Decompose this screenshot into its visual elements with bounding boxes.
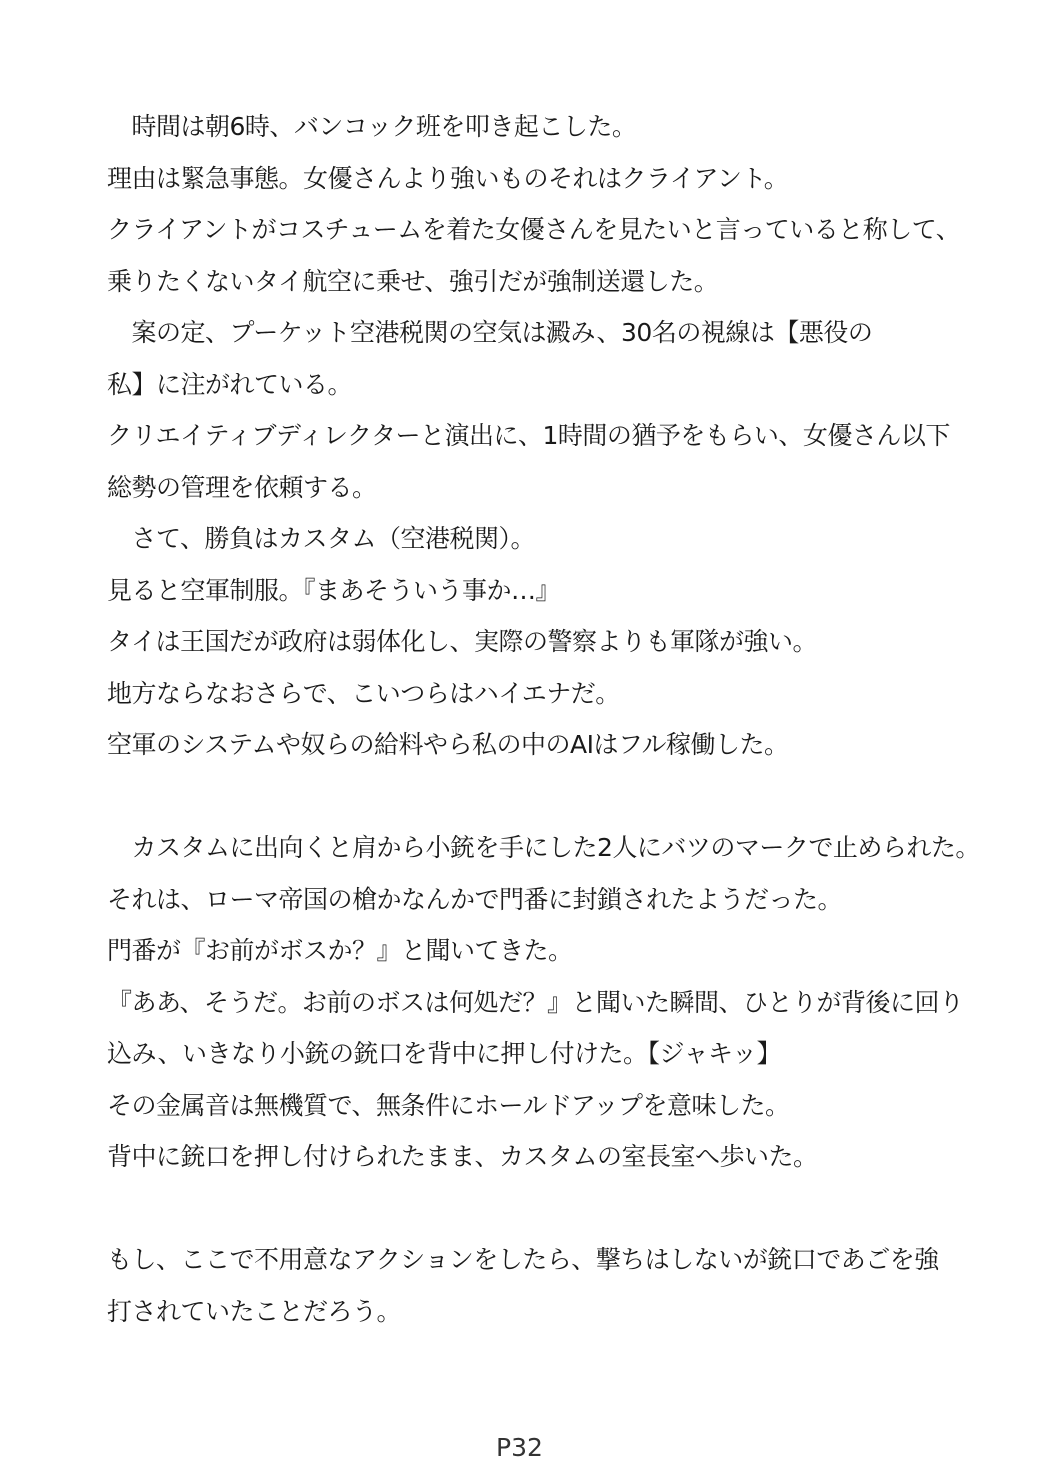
text-line: その金属音は無機質で、無条件にホールドアップを意味した。 bbox=[107, 1090, 790, 1120]
text-line: クライアントがコスチュームを着た女優さんを見たいと言っていると称して、 bbox=[107, 215, 961, 244]
page-number: P32 bbox=[496, 1433, 543, 1462]
text-line: 私】に注がれている。 bbox=[107, 369, 353, 399]
text-line: 見ると空軍制服。『まあそういう事か…』 bbox=[107, 575, 561, 605]
text-line: 空軍のシステムや奴らの給料やら私の中のAIはフル稼働した。 bbox=[107, 730, 789, 759]
text-line: 時間は朝6時、バンコック班を叩き起こした。 bbox=[107, 112, 637, 141]
text-line: もし、ここで不用意なアクションをしたら、撃ちはしないが銃口であごを強 bbox=[107, 1245, 939, 1274]
text-line: 乗りたくないタイ航空に乗せ、強引だが強制送還した。 bbox=[107, 266, 719, 296]
blank-line bbox=[107, 779, 1007, 831]
text-line: 門番が『お前がボスか？』と聞いてきた。 bbox=[107, 936, 573, 965]
text-line: カスタムに出向くと肩から小銃を手にした2人にバツのマークで止められた。 bbox=[107, 833, 980, 862]
text-line: クリエイティブディレクターと演出に、1時間の猶予をもらい、女優さん以下 bbox=[107, 421, 950, 450]
text-line: それは、ローマ帝国の槍かなんかで門番に封鎖されたようだった。 bbox=[107, 884, 843, 914]
blank-line bbox=[107, 1191, 1007, 1243]
text-line: 案の定、プーケット空港税関の空気は澱み、30名の視線は【悪役の bbox=[107, 318, 873, 347]
text-line: 地方ならなおさらで、こいつらはハイエナだ。 bbox=[107, 678, 620, 708]
text-line: 理由は緊急事態。女優さんより強いものそれはクライアント。 bbox=[107, 163, 789, 193]
body-text bbox=[107, 109, 1007, 1345]
text-line: 『ああ、そうだ。お前のボスは何処だ？』と聞いた瞬間、ひとりが背後に回り bbox=[107, 987, 964, 1017]
text-line: タイは王国だが政府は弱体化し、実際の警察よりも軍隊が強い。 bbox=[107, 627, 818, 656]
text-line: 総勢の管理を依頼する。 bbox=[107, 472, 377, 502]
text-line: 打されていたことだろう。 bbox=[107, 1296, 402, 1326]
text-line: 背中に銃口を押し付けられたまま、カスタムの室長室へ歩いた。 bbox=[107, 1142, 818, 1171]
text-line: 込み、いきなり小銃の銃口を背中に押し付けた。【ジャキッ】 bbox=[107, 1039, 782, 1068]
text-line: さて、勝負はカスタム（空港税関）。 bbox=[107, 524, 536, 553]
